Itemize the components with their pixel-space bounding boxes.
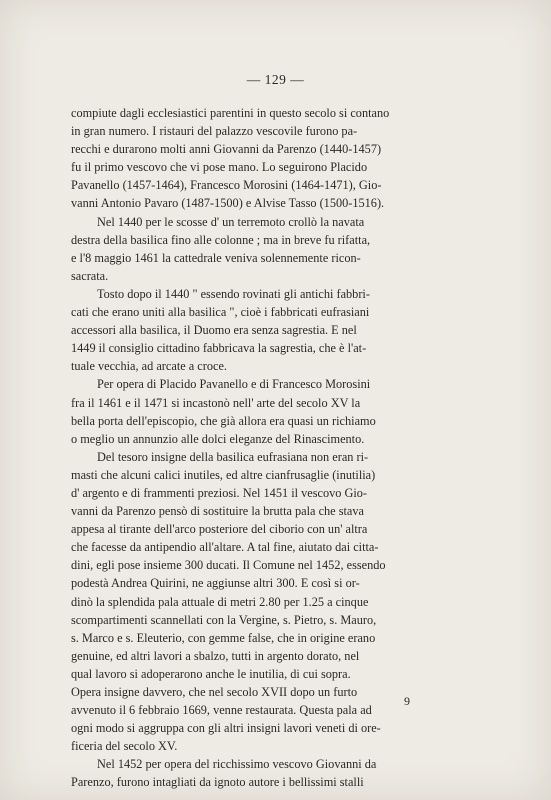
signature-mark: 9 (404, 694, 410, 708)
text-line: Per opera di Placido Pavanello e di Francesco Morosini (97, 377, 371, 392)
text-line: 1449 il consiglio cittadino fabbricava la sagrestia, che è l'at- (71, 341, 367, 356)
text-line: accessori alla basilica, il Duomo era senza sagrestia. E nel (71, 323, 357, 338)
paragraph (71, 448, 422, 756)
text-line: fu il primo vescovo che vi pose mano. Lo seguirono Placido (71, 160, 368, 175)
paragraph (71, 755, 422, 791)
paragraph (71, 104, 422, 213)
text-line: Del tesoro insigne della basilica eufrasiana non eran ri- (97, 449, 369, 464)
text-line: s. Marco e s. Eleuterio, con gemme false, che in origine erano (71, 630, 376, 645)
text-line: avvenuto il 6 febbraio 1669, venne restaurata. Questa pala ad (71, 703, 372, 718)
text-line: recchi e durarono molti anni Giovanni da Parenzo (1440-1457) (71, 142, 382, 157)
text-line: podestà Andrea Quirini, ne aggiunse altri 300. E così si or- (71, 576, 360, 591)
paragraph (71, 285, 422, 375)
text-line: in gran numero. I ristauri del palazzo vescovile furono pa- (71, 124, 358, 139)
text-line: e l'8 maggio 1461 la cattedrale veniva solennemente ricon- (71, 250, 361, 265)
text-line: ficeria del secolo XV. (71, 739, 178, 754)
text-line: appesa al tirante dell'arco posteriore del ciborio con un' altra (71, 522, 368, 537)
text-line: ogni modo si aggruppa con gli altri insigni lavori veneti di ore- (71, 721, 381, 736)
body-text (71, 104, 422, 792)
text-line: Parenzo, furono intagliati da ignoto autore i bellissimi stalli (71, 775, 364, 790)
text-line: compiute dagli ecclesiastici parentini in questo secolo si contano (71, 106, 390, 120)
text-line: Opera insigne davvero, che nel secolo XVII dopo un furto (71, 685, 358, 699)
text-line: Nel 1452 per opera del ricchissimo vescovo Giovanni da (97, 757, 377, 772)
text-line: destra della basilica fino alle colonne ; ma in breve fu rifatta, (71, 232, 371, 247)
text-line: vanni da Parenzo pensò di sostituire la brutta pala che stava (71, 504, 364, 519)
text-line: dinò la splendida pala attuale di metri 2.80 per 1.25 a cinque (71, 594, 369, 609)
paragraph (71, 375, 422, 447)
text-line: Tosto dopo il 1440 " essendo rovinati gli antichi fabbri- (97, 286, 370, 301)
text-line: masti che alcuni calici inutiles, ed altre cianfrusaglie (inutilia) (71, 467, 376, 482)
page-header: — 129 — (246, 72, 305, 87)
paragraph (71, 213, 422, 285)
text-line: vanni Antonio Pavaro (1487-1500) e Alvise Tasso (1500-1516). (71, 196, 385, 211)
text-line: cati che erano uniti alla basilica ", cioè i fabbricati eufrasiani (71, 305, 370, 320)
text-line: bella porta dell'episcopio, che già allora era quasi un richiamo (71, 413, 376, 428)
text-line: fra il 1461 e il 1471 si incastonò nell' arte del secolo XV la (71, 395, 361, 410)
text-line: tuale vecchia, ad arcate a croce. (71, 359, 227, 374)
text-line: scompartimenti scannellati con la Vergine, s. Pietro, s. Mauro, (71, 612, 377, 627)
text-line: sacrata. (71, 268, 109, 283)
text-line: che facesse da antipendio all'altare. A tal fine, aiutato dai citta- (71, 540, 379, 555)
text-line: o meglio un annunzio alle dolci eleganze del Rinascimento. (71, 431, 365, 446)
text-line: dini, egli pose insieme 300 ducati. Il Comune nel 1452, essendo (71, 558, 386, 573)
text-line: Pavanello (1457-1464), Francesco Morosini (1464-1471), Gio- (71, 178, 382, 193)
text-line: genuine, ed altri lavori a sbalzo, tutti in argento dorato, nel (71, 648, 360, 663)
text-line: Nel 1440 per le scosse d' un terremoto crollò la navata (97, 214, 365, 229)
text-line: qual lavoro si adoperarono anche le inutilia, di cui sopra. (71, 666, 351, 681)
text-line: d' argento e di frammenti preziosi. Nel 1451 il vescovo Gio- (71, 485, 368, 500)
